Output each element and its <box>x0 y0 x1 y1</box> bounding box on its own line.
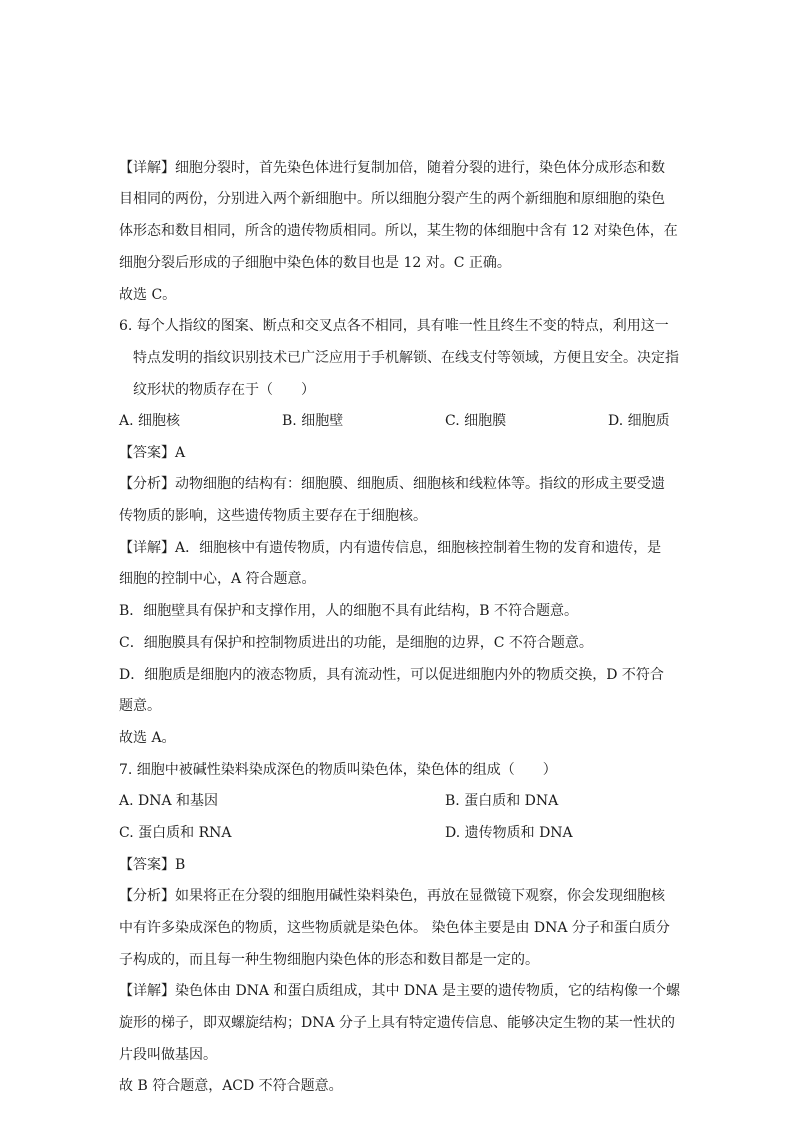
q7-analysis-line-2: 中有许多染成深色的物质，这些物质就是染色体。 染色体主要是由 DNA 分子和蛋白质分 <box>119 920 670 936</box>
q5-detail-line-2: 目相同的两份，分别进入两个新细胞中。所以细胞分裂产生的两个新细胞和原细胞的染色 <box>119 191 665 207</box>
q5-conclusion: 故选 C。 <box>119 287 177 303</box>
q7-analysis-line-3: 子构成的，而且每一种生物细胞内染色体的形态和数目都是一定的。 <box>119 952 539 968</box>
q7-conclusion: 故 B 符合题意，ACD 不符合题意。 <box>119 1078 343 1094</box>
q7-detail-line-3: 片段叫做基因。 <box>119 1047 217 1063</box>
q7-detail-line-1: 【详解】染色体由 DNA 和蛋白质组成，其中 DNA 是主要的遗传物质，它的结构像一个螺 <box>119 983 680 999</box>
q6-option-d: D. 细胞质 <box>608 413 670 429</box>
q6-detail-line-2: 细胞的控制中心，A 符合题意。 <box>119 571 316 587</box>
q6-answer: 【答案】A <box>119 445 186 461</box>
q5-detail-line-4: 细胞分裂后形成的子细胞中染色体的数目也是 12 对。C 正确。 <box>119 255 511 271</box>
q6-option-c: C. 细胞膜 <box>445 413 507 429</box>
q7-stem: 7. 细胞中被碱性染料染成深色的物质叫染色体，染色体的组成（ ） <box>119 762 557 778</box>
q7-option-c: C. 蛋白质和 RNA <box>119 825 232 841</box>
q6-analysis-line-2: 传物质的影响，这些遗传物质主要存在于细胞核。 <box>119 508 427 524</box>
q5-detail-line-3: 体形态和数目相同，所含的遗传物质相同。所以，某生物的体细胞中含有 12 对染色体，在 <box>119 223 678 239</box>
q5-detail-line-1: 【详解】细胞分裂时，首先染色体进行复制加倍，随着分裂的进行，染色体分成形态和数 <box>119 160 665 176</box>
q6-conclusion: 故选 A。 <box>119 730 176 746</box>
q6-detail-line-6: 题意。 <box>119 698 161 714</box>
q6-stem-line-1: 6. 每个人指纹的图案、断点和交叉点各不相同，具有唯一性且终生不变的特点，利用这一 <box>119 318 669 334</box>
q7-detail-line-2: 旋形的梯子，即双螺旋结构；DNA 分子上具有特定遗传信息、能够决定生物的某一性状的 <box>119 1015 676 1031</box>
q6-analysis-line-1: 【分析】动物细胞的结构有：细胞膜、细胞质、细胞核和线粒体等。指纹的形成主要受遗 <box>119 476 665 492</box>
q6-detail-line-4: C．细胞膜具有保护和控制物质进出的功能，是细胞的边界，C 不符合题意。 <box>119 635 593 651</box>
q7-option-a: A. DNA 和基因 <box>119 793 219 809</box>
q7-option-b: B. 蛋白质和 DNA <box>445 793 559 809</box>
q6-stem-line-3: 纹形状的物质存在于（ ） <box>133 382 315 398</box>
q6-detail-line-3: B．细胞壁具有保护和支撑作用，人的细胞不具有此结构，B 不符合题意。 <box>119 603 579 619</box>
q7-analysis-line-1: 【分析】如果将正在分裂的细胞用碱性染料染色，再放在显微镜下观察，你会发现细胞核 <box>119 888 665 904</box>
q6-detail-line-5: D．细胞质是细胞内的液态物质，具有流动性，可以促进细胞内外的物质交换，D 不符合 <box>119 667 664 683</box>
q7-answer: 【答案】B <box>119 857 186 873</box>
q6-option-b: B. 细胞壁 <box>282 413 344 429</box>
q7-option-d: D. 遗传物质和 DNA <box>445 825 573 841</box>
q6-stem-line-2: 特点发明的指纹识别技术已广泛应用于手机解锁、在线支付等领域，方便且安全。决定指 <box>133 350 679 366</box>
q6-option-a: A. 细胞核 <box>119 413 181 429</box>
q6-detail-line-1: 【详解】A．细胞核中有遗传物质，内有遗传信息，细胞核控制着生物的发育和遗传，是 <box>119 540 662 556</box>
